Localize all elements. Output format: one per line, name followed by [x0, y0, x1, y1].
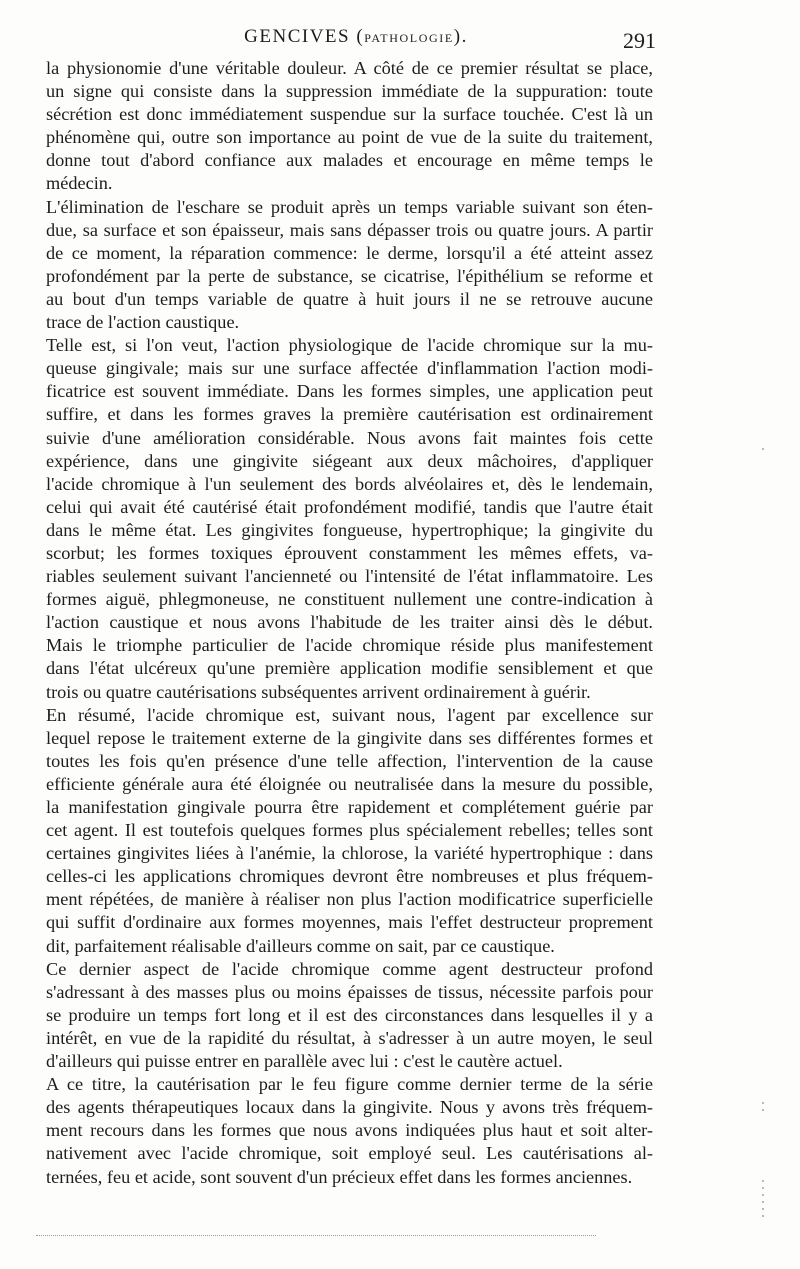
text-line: A ce titre, la cautérisation par le feu figure comme dernier terme de la série — [46, 1074, 653, 1095]
text-line: riables seulement suivant l'ancienneté ou l'intensité de l'état inflammatoire. Les — [46, 566, 653, 587]
text-line: formes aiguë, phlegmoneuse, ne constituent nullement une contre-indication à — [46, 589, 653, 610]
text-line: scorbut; les formes toxiques éprouvent constamment les mêmes effets, va- — [46, 542, 653, 563]
text-line: L'élimination de l'eschare se produit après un temps variable suivant son éten- — [46, 196, 653, 217]
text-line: Mais le triomphe particulier de l'acide chromique réside plus manifestement — [46, 635, 653, 656]
text-line: dans le même état. Les gingivites fongueuse, hypertrophique; la gingivite du — [46, 519, 653, 540]
text-line: suivie d'une amélioration considérable. Nous avons fait maintes fois cette — [46, 427, 653, 448]
text-line: due, sa surface et son épaisseur, mais sans dépasser trois ou quatre jours. A partir — [46, 219, 653, 240]
text-line: s'adressant à des masses plus ou moins épaisses de tissus, nécessite parfois pour — [46, 981, 653, 1002]
paragraph — [46, 57, 653, 196]
paragraph — [46, 334, 653, 704]
scan-artifact-margin — [762, 1180, 764, 1222]
text-line: dans l'état ulcéreux qu'une première application modifie sensiblement et que — [46, 658, 653, 679]
head-title-text: GENCIVES ( — [244, 26, 365, 47]
text-line: sécrétion est donc immédiatement suspendue sur la surface touchée. C'est là un — [46, 104, 653, 125]
text-line: ternées, feu et acide, sont souvent d'un précieux effet dans les formes anciennes. — [46, 1166, 633, 1187]
text-line: queuse gingivale; mais sur une surface affectée d'inflammation l'action modi- — [46, 358, 653, 379]
text-line: médecin. — [46, 173, 113, 194]
text-line: donne tout d'abord confiance aux malades et encourage en même temps le — [46, 150, 653, 171]
scan-artifact-bottom — [36, 1235, 596, 1240]
text-line: Telle est, si l'on veut, l'action physiologique de l'acide chromique sur la mu- — [46, 335, 653, 356]
text-line: phénomène qui, outre son importance au point de vue de la suite du traitement, — [46, 127, 653, 148]
page-number: 291 — [623, 28, 656, 53]
text-line: expérience, dans une gingivite siégeant aux deux mâchoires, d'appliquer — [46, 450, 653, 471]
scan-artifact-margin — [762, 448, 764, 454]
text-line: profondément par la perte de substance, se cicatrise, l'épithélium se reforme et — [46, 265, 653, 286]
text-line: suffire, et dans les formes graves la première cautérisation est ordinairement — [46, 404, 653, 425]
text-line: ficatrice est souvent immédiate. Dans les formes simples, une application peut — [46, 381, 653, 402]
scan-artifact-margin — [762, 1102, 764, 1116]
text-line: l'action caustique et nous avons l'habitude de les traiter ainsi dès le début. — [46, 612, 653, 633]
text-line: dit, parfaitement réalisable d'ailleurs comme on sait, par ce caustique. — [46, 935, 555, 956]
running-head-title — [56, 26, 656, 48]
text-line: trace de l'action caustique. — [46, 312, 240, 333]
text-line: se produire un temps fort long et il est des circonstances dans lesquelles il y a — [46, 1004, 653, 1025]
head-title-close: ). — [453, 26, 468, 47]
text-line: au bout d'un temps variable de quatre à huit jours il ne se retrouve aucune — [46, 288, 653, 309]
text-line: intérêt, en vue de la rapidité du résultat, à s'adresser à un autre moyen, le seul — [46, 1027, 653, 1048]
text-line: lequel repose le traitement externe de la gingivite dans ses différentes formes et — [46, 727, 653, 748]
text-line: un signe qui consiste dans la suppression immédiate de la suppuration: toute — [46, 81, 653, 102]
text-line: celui qui avait été cautérisé était profondément modifié, tandis que l'autre était — [46, 496, 653, 517]
text-line: l'acide chromique à l'un seulement des bords alvéolaires et, dès le lendemain, — [46, 473, 653, 494]
text-line: efficiente générale aura été éloignée ou neutralisée dans la mesure du possible, — [46, 773, 653, 794]
text-line: qui suffit d'ordinaire aux formes moyennes, mais l'effet destructeur proprement — [46, 912, 653, 933]
head-subtitle: PATHOLOGIE — [364, 31, 454, 45]
text-line: certaines gingivites liées à l'anémie, la chlorose, la variété hypertrophique : dans — [46, 843, 653, 864]
text-line: toutes les fois qu'en présence d'une telle affection, l'intervention de la cause — [46, 750, 653, 771]
text-line: ment recours dans les formes que nous avons indiquées plus haut et soit alter- — [46, 1120, 653, 1141]
text-line: de ce moment, la réparation commence: le derme, lorsqu'il a été atteint assez — [46, 242, 653, 263]
text-line: d'ailleurs qui puisse entrer en parallèle avec lui : c'est le cautère actuel. — [46, 1051, 563, 1072]
text-line: cet agent. Il est toutefois quelques formes plus spécialement rebelles; telles sont — [46, 820, 653, 841]
text-line: En résumé, l'acide chromique est, suivant nous, l'agent par excellence sur — [46, 704, 653, 725]
body-text — [46, 57, 653, 1189]
text-line: celles-ci les applications chromiques devront être nombreuses et plus fréquem- — [46, 866, 653, 887]
paragraph — [46, 196, 653, 335]
paragraph — [46, 704, 653, 958]
paragraph — [46, 958, 653, 1073]
text-line: Ce dernier aspect de l'acide chromique comme agent destructeur profond — [46, 958, 653, 979]
text-line: la physionomie d'une véritable douleur. A côté de ce premier résultat se place, — [46, 58, 653, 78]
paragraph — [46, 1073, 653, 1188]
running-head — [56, 22, 656, 53]
text-line: ment répétées, de manière à réaliser non plus l'action modificatrice superficielle — [46, 889, 653, 910]
text-line: la manifestation gingivale pourra être rapidement et complétement guérie par — [46, 797, 653, 817]
text-line: des agents thérapeutiques locaux dans la gingivite. Nous y avons très fréquem- — [46, 1097, 653, 1118]
text-line: nativement avec l'acide chromique, soit employé seul. Les cautérisations al- — [46, 1143, 653, 1164]
text-line: trois ou quatre cautérisations subséquentes arrivent ordinairement à guérir. — [46, 681, 591, 702]
